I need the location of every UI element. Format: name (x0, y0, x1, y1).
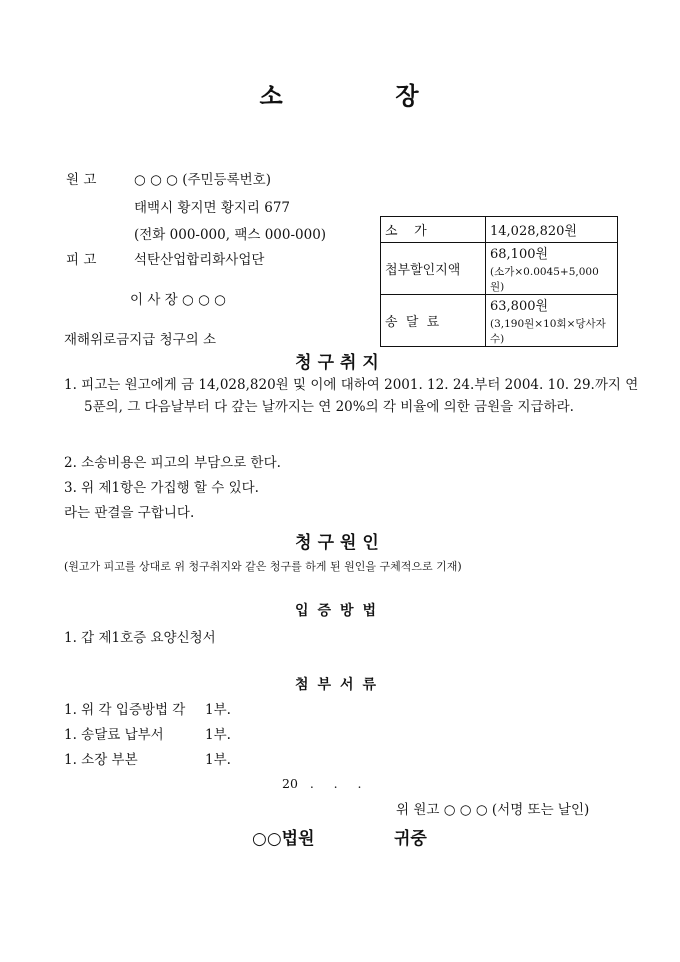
title-left: 소 (259, 81, 285, 110)
plaintiff-contact: (전화 000-000, 팩스 000-000) (134, 227, 327, 243)
fee-row (381, 295, 618, 347)
court-name: ○○법원 (252, 829, 315, 849)
attachment-count: 1부. (205, 727, 231, 743)
fee-value-cell (486, 295, 618, 347)
filing-date: 20 . . . (282, 776, 362, 791)
fee-label: 송 달 료 (385, 315, 440, 330)
plaintiff-label: 원 고 (66, 172, 97, 188)
plaintiff-name: ○ ○ ○ (주민등록번호) (134, 172, 271, 188)
claim-item: 2. 소송비용은 피고의 부담으로 한다. (64, 455, 281, 471)
fee-label-cell (381, 295, 486, 347)
attachment-name: 1. 소장 부본 (64, 752, 138, 768)
fee-note: (3,190원×10회×당사자수) (490, 318, 606, 345)
fee-value: 63,800원 (490, 299, 549, 314)
fee-label: 첩부할인지액 (385, 263, 461, 278)
claim-closing: 라는 판결을 구합니다. (64, 505, 195, 521)
fee-label-cell (381, 243, 486, 295)
fee-row (381, 243, 618, 295)
claim-cause-note: (원고가 피고를 상대로 위 청구취지와 같은 청구를 하게 된 원인을 구체적으로 기재) (64, 560, 462, 573)
fee-value: 68,100원 (490, 247, 549, 262)
claim-item: 1. 피고는 원고에게 금 14,028,820원 및 이에 대하여 2001. 12. 24.부터 2004. 10. 29.까지 연 5푼의, 그 다음날부터 다 갚는 날까지는 연 20%의 각 비율에 의한 금원을 지급하라. (64, 377, 639, 415)
evidence-item: 1. 갑 제1호증 요양신청서 (64, 630, 216, 646)
plaintiff-signature: 위 원고 ○ ○ ○ (서명 또는 날인) (396, 802, 590, 818)
defendant-representative: 이 사 장 ○ ○ ○ (130, 292, 226, 308)
fee-value-cell (486, 217, 618, 243)
defendant-name: 석탄산업합리화사업단 (134, 252, 265, 268)
fee-table (380, 216, 618, 347)
plaintiff-address: 태백시 황지면 황지리 677 (134, 200, 291, 216)
attachment-count: 1부. (205, 752, 231, 768)
attachment-name: 1. 송달료 납부서 (64, 727, 164, 743)
claim-cause-heading: 청구원인 (295, 533, 385, 553)
attachment-name: 1. 위 각 입증방법 각 (64, 702, 186, 718)
fee-row (381, 217, 618, 243)
addressee: 귀중 (394, 829, 427, 849)
fee-label-cell (381, 217, 486, 243)
defendant-label: 피 고 (66, 252, 97, 268)
document-title (0, 76, 680, 111)
attachments-heading: 첨부서류 (294, 677, 386, 693)
fee-value: 14,028,820원 (490, 224, 577, 239)
claim-purpose-heading: 청구취지 (295, 353, 385, 373)
case-name: 재해위로금지급 청구의 소 (64, 332, 217, 348)
fee-value-cell (486, 243, 618, 295)
fee-label: 소 가 (385, 224, 427, 239)
title-right: 장 (395, 81, 421, 110)
fee-note: (소가×0.0045+5,000원) (490, 266, 599, 293)
claim-item: 3. 위 제1항은 가집행 할 수 있다. (64, 480, 259, 496)
attachment-count: 1부. (205, 702, 231, 718)
evidence-heading: 입증방법 (294, 603, 386, 619)
